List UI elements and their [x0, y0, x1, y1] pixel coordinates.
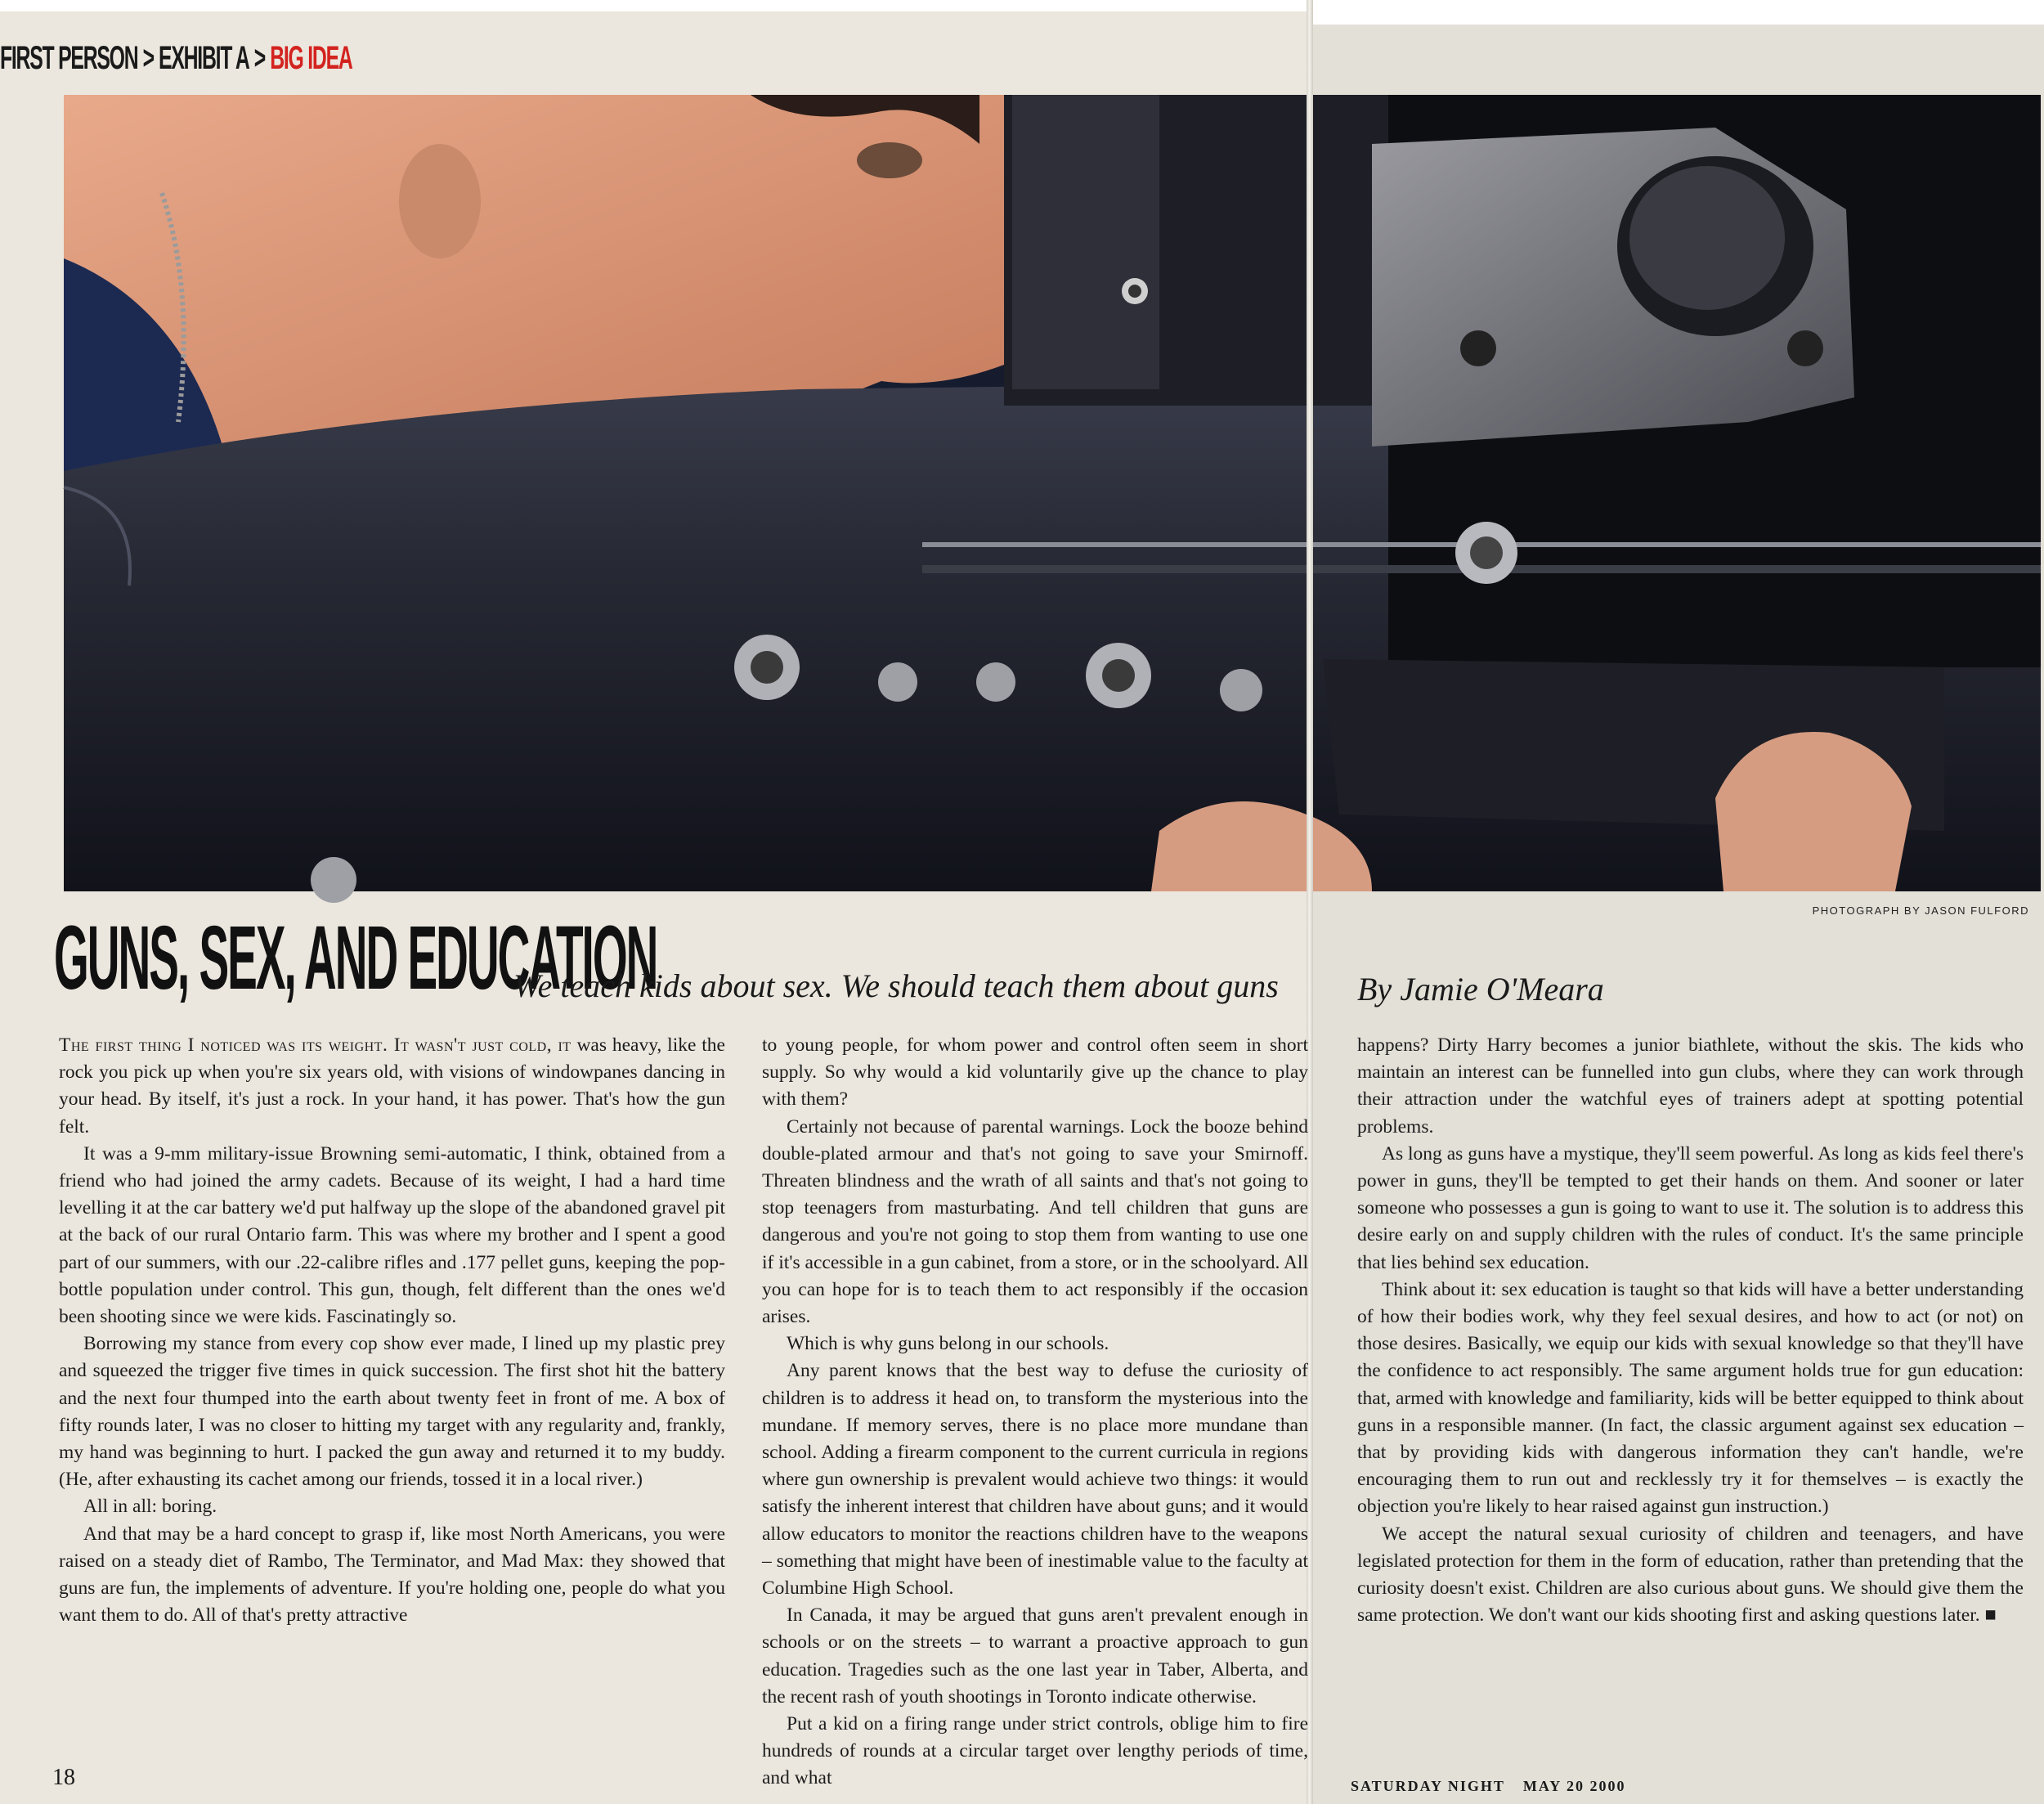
paragraph: to young people, for whom power and control often seem in short supply. So why would a kid voluntarily give up the chance to play with them? — [762, 1034, 1308, 1111]
magazine-footer — [1351, 1778, 1644, 1795]
page-edge — [1310, 0, 2044, 25]
issue-date: MAY 20 2000 — [1522, 1778, 1626, 1794]
page-number: 18 — [52, 1765, 75, 1790]
breadcrumb-separator: > — [142, 40, 154, 76]
breadcrumb-item: EXHIBIT A — [159, 40, 249, 76]
article-headline: GUNS, SEX, AND EDUCATION — [54, 908, 657, 1008]
paragraph: It was a 9-mm military-issue Browning semi-automatic, I think, obtained from a friend who had joined the army cadets. Because of its weight, I had a hard time levelling it at the car battery we'd put halfway up the slope of the abandoned gravel pit at the back of our rural Ontario farm. This was where my brother and I spent a good part of our summers, with our .22-calibre rifles and .177 pellet guns, keeping the pop-bottle population under control. This gun, though, felt different than the ones we'd been shooting since we were kids. Fascinatingly so. — [59, 1142, 725, 1328]
paragraph: Which is why guns belong in our schools. — [787, 1333, 1109, 1355]
paragraph: Certainly not because of parental warnings. Lock the booze behind double-plated armour and that's not going to save your Smirnoff. Threaten blindness and the wrath of all saints and that's not going to stop teenagers from masturbating. And tell children that guns are dangerous and you're not going to stop them from wanting to use one if it's accessible in a gun cabinet, from a store, or in the schoolyard. All you can hope for is to teach them to act responsibly if the occasion arises. — [762, 1115, 1308, 1328]
article-column-1 — [59, 1032, 725, 1711]
article-byline: By Jamie O'Meara — [1357, 971, 1604, 1007]
rifle-photo-illustration — [64, 95, 2041, 891]
paragraph: We accept the natural sexual curiosity of children and teenagers, and have legislated protection for them in the form of education, rather than pretending that the curiosity doesn't exist. Children are also curious about guns. We should give them the same protection. We don't want our kids shooting first and asking questions later. ■ — [1357, 1523, 2024, 1627]
feature-photo — [64, 95, 2041, 891]
paragraph: Borrowing my stance from every cop show ever made, I lined up my plastic prey and squeezed the trigger five times in quick succession. The first shot hit the battery and the next four thumped into the earth about twenty feet in front of me. A box of fifty rounds later, I was no closer to hitting my target with any regularity and, frankly, my hand was beginning to hurt. I packed the gun away and returned it to my buddy. (He, after exhausting its cachet among our friends, tossed it in a local river.) — [59, 1333, 725, 1491]
article-column-3 — [1357, 1032, 2024, 1711]
article-dek: We teach kids about sex. We should teach them about guns — [513, 967, 1279, 1004]
paragraph: Any parent knows that the best way to defuse the curiosity of children is to address it head on, to transform the mysterious into the mundane. If memory serves, there is no place more mundane than school. Adding a firearm component to the current curricula in regions where gun ownership is prevalent would achieve two things: it would satisfy the inherent interest that children have about guns; and it would allow educators to monitor the reactions children have to the weapons – something that might have been of inestimable value to the faculty at Columbine High School. — [762, 1360, 1308, 1600]
paragraph: happens? Dirty Harry becomes a junior biathlete, without the skis. The kids who maintain an interest can be funnelled into gun clubs, where they can work through their attraction under the watchful eyes of trainers adept at spotting potential problems. — [1357, 1034, 2024, 1138]
article-column-2 — [762, 1032, 1308, 1789]
paragraph: And that may be a hard concept to grasp if, like most North Americans, you were raised on a steady diet of Rambo, The Terminator, and Mad Max: they showed that guns are fun, the implements of adventure. If you're holding one, people do what you want them to do. All of that's pretty attractive — [59, 1523, 725, 1627]
paragraph-text: was heavy, like the rock you pick up when you're six years old, with visions of windowpanes dancing in your head. By itself, it's just a rock. In your hand, it has power. That's how the gun felt. — [59, 1034, 725, 1138]
breadcrumb-current: BIG IDEA — [270, 40, 352, 76]
paragraph — [59, 1032, 725, 1141]
breadcrumb — [0, 38, 352, 79]
photo-credit: PHOTOGRAPH BY JASON FULFORD — [1812, 904, 2029, 917]
drop-lead: The first thing I noticed was its weight. It wasn't just cold, it — [59, 1034, 572, 1056]
breadcrumb-separator: > — [253, 40, 266, 76]
paragraph: As long as guns have a mystique, they'll seem powerful. As long as kids feel there's power in guns, they'll be tempted to get their hands on them. And sooner or later someone who possesses a gun is going to want to use it. The solution is to address this desire early on and supply children with the rules of conduct. It's the same principle that lies behind sex education. — [1357, 1142, 2024, 1273]
paragraph: In Canada, it may be argued that guns aren't prevalent enough in schools or on the streets – to warrant a proactive approach to gun education. Tragedies such as the one last year in Taber, Alberta, and the recent rash of youth shootings in Toronto indicate otherwise. — [762, 1604, 1308, 1708]
paragraph: All in all: boring. — [83, 1496, 217, 1518]
paragraph: Put a kid on a firing range under strict controls, oblige him to fire hundreds of rounds at a circular target over lengthy periods of time, and what — [762, 1713, 1308, 1789]
paragraph: Think about it: sex education is taught so that kids will have a better understanding of how their bodies work, why they feel sexual desires, and how to act (or not) on those desires. Basically, we equip our kids with sexual knowledge so that they'll have the confidence to act responsibly. The same argument holds true for gun education: that, armed with knowledge and familiarity, kids will be better equipped to think about guns in a responsible manner. (In fact, the classic argument against sex education – that by providing kids with dangerous information they can't handle, we're encouraging them to run out and recklessly try it for themselves – is exactly the objection you're likely to hear raised against gun instruction.) — [1357, 1278, 2024, 1518]
page-edge — [0, 0, 1310, 11]
breadcrumb-item: FIRST PERSON — [0, 40, 138, 76]
magazine-name: SATURDAY NIGHT — [1351, 1778, 1505, 1794]
